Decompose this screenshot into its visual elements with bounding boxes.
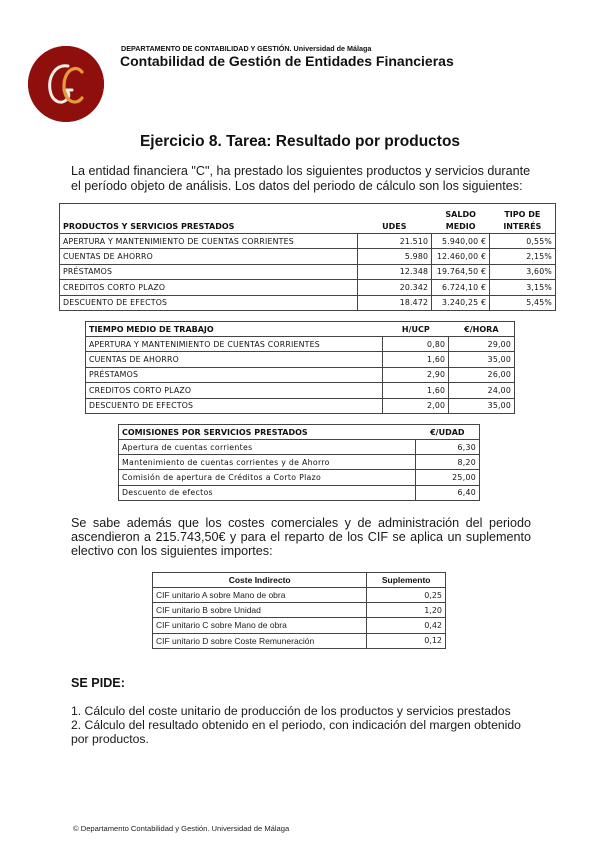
requirements-list <box>71 704 541 746</box>
cif-name: CIF unitario C sobre Mano de obra <box>153 618 367 633</box>
table-header-row <box>60 204 556 234</box>
department-name: DEPARTAMENTO DE CONTABILIDAD Y GESTIÓN. Universidad de Málaga <box>121 44 372 53</box>
column-header-eur-udad: €/UDAD <box>416 425 480 440</box>
requirement-item: 1. Cálculo del coste unitario de producción de los productos y servicios prestados <box>71 704 511 718</box>
product-tipo: 5,45% <box>490 295 556 310</box>
product-tipo: 2,15% <box>490 249 556 264</box>
table-row <box>86 337 515 352</box>
commission-name: Mantenimiento de cuentas corrientes y de Ahorro <box>119 455 416 470</box>
product-name: CUENTAS DE AHORRO <box>60 249 358 264</box>
footer-copyright: © Departamento Contabilidad y Gestión. Universidad de Málaga <box>73 824 290 833</box>
se-pide-heading: SE PIDE: <box>71 676 125 690</box>
work-hucp: 1,60 <box>383 352 449 367</box>
column-header-tipo <box>490 204 556 234</box>
work-hucp: 1,60 <box>383 383 449 398</box>
work-eur-hora: 26,00 <box>449 367 515 382</box>
work-item-name: CREDITOS CORTO PLAZO <box>86 383 383 398</box>
column-header-comisiones: COMISIONES POR SERVICIOS PRESTADOS <box>119 425 416 440</box>
cif-name: CIF unitario A sobre Mano de obra <box>153 588 367 603</box>
table-row <box>60 295 556 310</box>
cif-value: 0,42 <box>367 618 446 633</box>
product-udes: 5.980 <box>357 249 432 264</box>
column-header-tiempo: TIEMPO MEDIO DE TRABAJO <box>86 322 383 337</box>
work-eur-hora: 35,00 <box>449 398 515 413</box>
products-table <box>59 203 556 311</box>
product-saldo: 12.460,00 € <box>432 249 490 264</box>
commission-name: Descuento de efectos <box>119 485 416 500</box>
costs-paragraph: Se sabe además que los costes comerciales y de administración del periodo ascendieron a 215.743,50€ y para el reparto de los CIF se aplica un suplemento electivo con los siguientes importes: <box>71 516 531 558</box>
table-header-row <box>86 322 515 337</box>
table-header-row <box>153 573 446 588</box>
work-eur-hora: 24,00 <box>449 383 515 398</box>
product-tipo: 0,55% <box>490 234 556 249</box>
work-item-name: APERTURA Y MANTENIMIENTO DE CUENTAS CORRIENTES <box>86 337 383 352</box>
work-item-name: PRÉSTAMOS <box>86 367 383 382</box>
cif-value: 0,12 <box>367 633 446 648</box>
tipo-line-1: TIPO DE <box>504 210 541 219</box>
commission-name: Comisión de apertura de Créditos a Corto Plazo <box>119 470 416 485</box>
column-header-product: PRODUCTOS Y SERVICIOS PRESTADOS <box>60 204 358 234</box>
work-item-name: CUENTAS DE AHORRO <box>86 352 383 367</box>
table-row <box>60 234 556 249</box>
table-row <box>86 398 515 413</box>
commission-value: 25,00 <box>416 470 480 485</box>
work-hucp: 2,00 <box>383 398 449 413</box>
product-name: CREDITOS CORTO PLAZO <box>60 280 358 295</box>
product-saldo: 3.240,25 € <box>432 295 490 310</box>
commission-value: 8,20 <box>416 455 480 470</box>
product-name: DESCUENTO DE EFECTOS <box>60 295 358 310</box>
table-header-row <box>119 425 480 440</box>
product-udes: 21.510 <box>357 234 432 249</box>
column-header-suplemento: Suplemento <box>367 573 446 588</box>
requirement-item: 2. Cálculo del resultado obtenido en el periodo, con indicación del margen obtenido por productos. <box>71 718 521 746</box>
product-udes: 12.348 <box>357 264 432 279</box>
table-row <box>86 352 515 367</box>
table-row <box>60 249 556 264</box>
table-row <box>119 470 480 485</box>
gc-monogram-icon <box>28 46 104 122</box>
commissions-table <box>118 424 480 501</box>
commission-name: Apertura de cuentas corrientes <box>119 440 416 455</box>
work-hucp: 0,80 <box>383 337 449 352</box>
table-row <box>153 603 446 618</box>
exercise-title: Ejercicio 8. Tarea: Resultado por productos <box>139 133 461 150</box>
tipo-line-2: INTERÉS <box>503 222 542 231</box>
table-row <box>119 485 480 500</box>
table-row <box>119 455 480 470</box>
work-eur-hora: 29,00 <box>449 337 515 352</box>
column-header-saldo <box>432 204 490 234</box>
product-name: PRÉSTAMOS <box>60 264 358 279</box>
product-saldo: 6.724,10 € <box>432 280 490 295</box>
product-tipo: 3,60% <box>490 264 556 279</box>
column-header-eur-hora: €/HORA <box>449 322 515 337</box>
table-row <box>86 367 515 382</box>
column-header-coste-indirecto: Coste Indirecto <box>153 573 367 588</box>
cif-table <box>152 572 446 649</box>
cif-value: 0,25 <box>367 588 446 603</box>
work-eur-hora: 35,00 <box>449 352 515 367</box>
table-row <box>119 440 480 455</box>
intro-paragraph: La entidad financiera "C", ha prestado los siguientes productos y servicios durante el período objeto de análisis. Los datos del periodo de cálculo son los siguientes: <box>71 164 531 193</box>
column-header-udes: UDES <box>357 204 432 234</box>
table-row <box>153 588 446 603</box>
product-tipo: 3,15% <box>490 280 556 295</box>
course-title: Contabilidad de Gestión de Entidades Financieras <box>120 53 454 69</box>
work-item-name: DESCUENTO DE EFECTOS <box>86 398 383 413</box>
saldo-line-1: SALDO <box>445 210 476 219</box>
cif-name: CIF unitario B sobre Unidad <box>153 603 367 618</box>
table-row <box>86 383 515 398</box>
product-name: APERTURA Y MANTENIMIENTO DE CUENTAS CORRIENTES <box>60 234 358 249</box>
work-hucp: 2,90 <box>383 367 449 382</box>
table-row <box>153 618 446 633</box>
department-logo <box>28 46 104 122</box>
product-udes: 18.472 <box>357 295 432 310</box>
commission-value: 6,30 <box>416 440 480 455</box>
cif-value: 1,20 <box>367 603 446 618</box>
table-row <box>60 264 556 279</box>
product-saldo: 19.764,50 € <box>432 264 490 279</box>
cif-name: CIF unitario D sobre Coste Remuneración <box>153 633 367 648</box>
commission-value: 6,40 <box>416 485 480 500</box>
product-saldo: 5.940,00 € <box>432 234 490 249</box>
table-row <box>153 633 446 648</box>
table-row <box>60 280 556 295</box>
work-time-table <box>85 321 515 414</box>
column-header-hucp: H/UCP <box>383 322 449 337</box>
saldo-line-2: MEDIO <box>445 222 476 231</box>
product-udes: 20.342 <box>357 280 432 295</box>
